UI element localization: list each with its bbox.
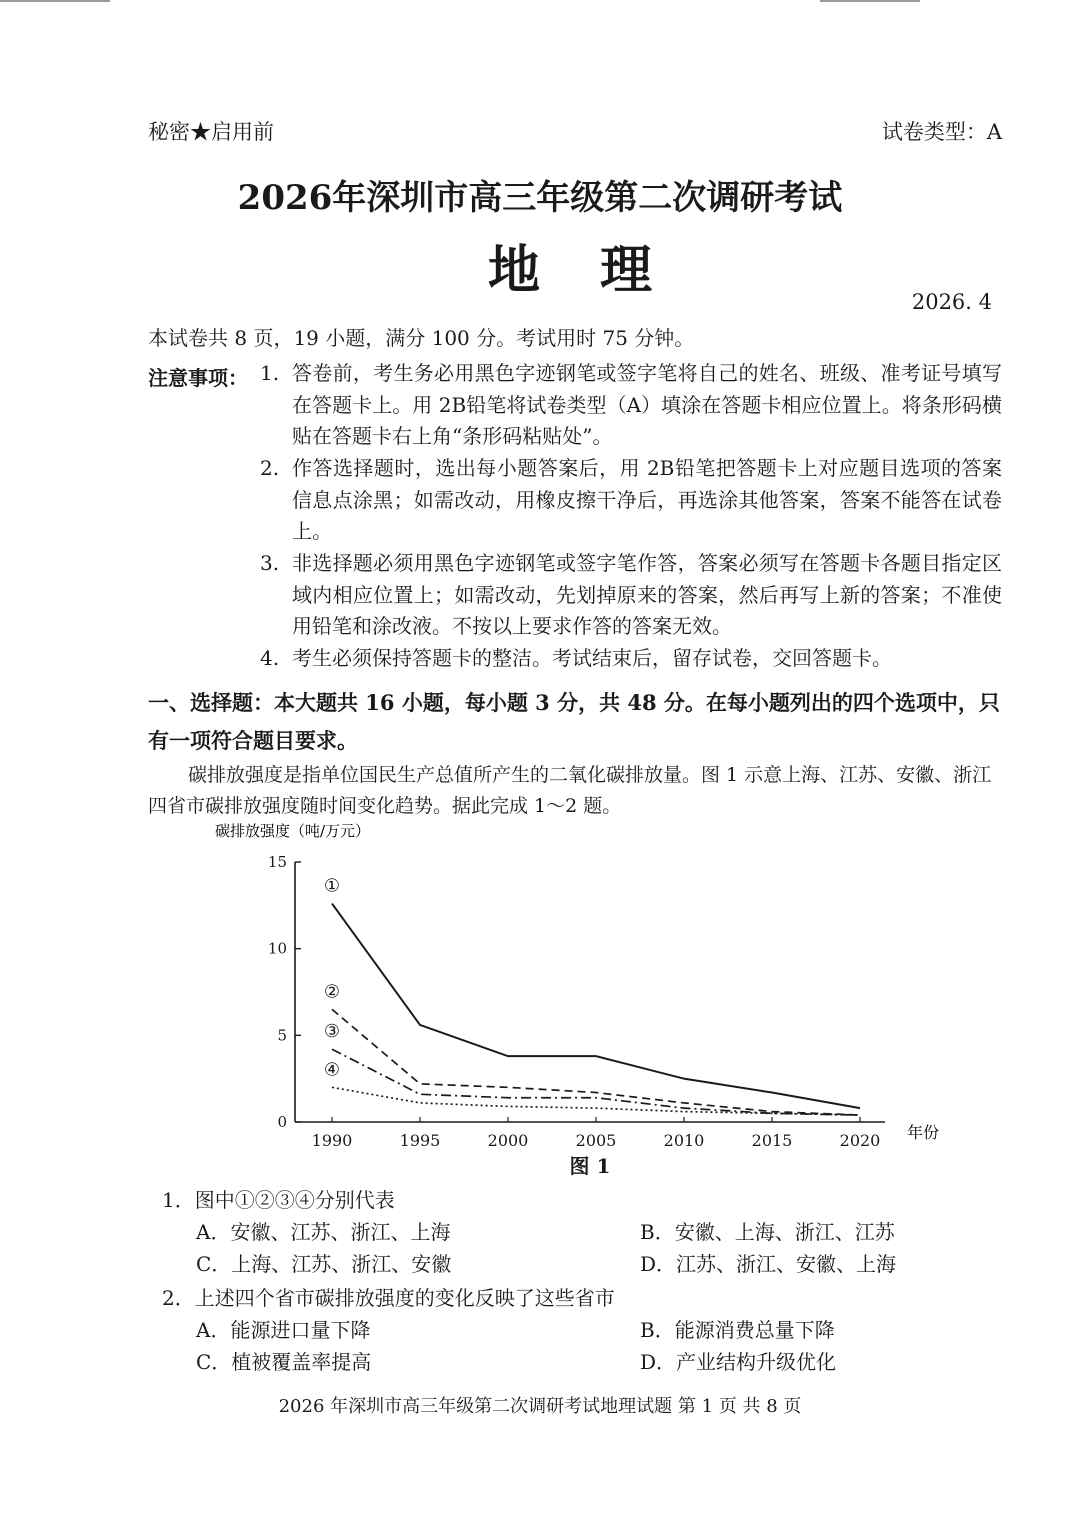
notice-label: 注意事项： (148, 366, 248, 390)
scan-edge-mark (0, 0, 110, 2)
notice-number: 4. (260, 646, 280, 670)
x-tick-label: 2015 (751, 1131, 793, 1150)
series-label-1: ① (323, 875, 341, 897)
question-1-option-d[interactable]: D．江苏、浙江、安徽、上海 (640, 1252, 897, 1276)
series-label-3: ③ (323, 1021, 341, 1043)
notice-item (260, 548, 1002, 643)
subject-title: 地理 (487, 240, 712, 301)
series-label-2: ② (323, 981, 341, 1003)
x-tick-label: 1990 (311, 1131, 353, 1150)
y-axis-label: 碳排放强度（吨/万元） (215, 822, 371, 840)
series-line-4 (332, 1087, 860, 1115)
question-2-option-a[interactable]: A．能源进口量下降 (196, 1318, 371, 1342)
question-2-option-b[interactable]: B．能源消费总量下降 (640, 1318, 835, 1342)
notice-text: 考生必须保持答题卡的整洁。考试结束后，留存试卷，交回答题卡。 (292, 646, 892, 670)
paper-type-label: 试卷类型：A (881, 120, 1002, 144)
question-1-option-b[interactable]: B．安徽、上海、浙江、江苏 (640, 1220, 895, 1244)
exam-date: 2026. 4 (911, 290, 992, 314)
question-1-stem: 1．图中①②③④分别代表 (162, 1188, 395, 1212)
question-2-option-c[interactable]: C．植被覆盖率提高 (196, 1350, 372, 1374)
notice-text: 作答选择题时，选出每小题答案后，用 2B铅笔把答题卡上对应题目选项的答案信息点涂黑；如需改动，用橡皮擦干净后，再选涂其他答案，答案不能答在试卷上。 (292, 456, 1002, 543)
x-tick-label: 2000 (487, 1131, 529, 1150)
question-2-stem: 2．上述四个省市碳排放强度的变化反映了这些省市 (162, 1286, 615, 1310)
question-stem-intro: 碳排放强度是指单位国民生产总值所产生的二氧化碳排放量。图 1 示意上海、江苏、安徽、浙江四省市碳排放强度随时间变化趋势。据此完成 1～2 题。 (148, 764, 992, 817)
x-tick-label: 2005 (575, 1131, 617, 1150)
x-axis-label: 年份 (907, 1123, 940, 1142)
y-tick-label: 15 (267, 853, 287, 871)
notice-text: 非选择题必须用黑色字迹钢笔或签字笔作答，答案必须写在答题卡各题目指定区域内相应位置上；如需改动，先划掉原来的答案，然后再写上新的答案；不准使用铅笔和涂改液。不按以上要求作答的答案无效。 (292, 551, 1002, 638)
exam-title: 2026年深圳市高三年级第二次调研考试 (237, 178, 843, 218)
series-label-4: ④ (323, 1059, 341, 1081)
confidential-label: 秘密★启用前 (148, 120, 274, 144)
exam-intro: 本试卷共 8 页，19 小题，满分 100 分。考试用时 75 分钟。 (148, 326, 695, 350)
y-tick-label: 0 (277, 1113, 287, 1131)
scan-edge-mark (820, 0, 920, 2)
question-1-option-a[interactable]: A．安徽、江苏、浙江、上海 (196, 1220, 451, 1244)
x-tick-label: 1995 (399, 1131, 441, 1150)
question-1-option-c[interactable]: C．上海、江苏、浙江、安徽 (196, 1252, 452, 1276)
question-2-option-d[interactable]: D．产业结构升级优化 (640, 1350, 837, 1374)
x-tick-label: 2010 (663, 1131, 705, 1150)
series-line-3 (332, 1049, 860, 1115)
page-footer: 2026 年深圳市高三年级第二次调研考试地理试题 第 1 页 共 8 页 (278, 1396, 802, 1417)
carbon-intensity-line-chart (195, 818, 955, 1153)
notice-item (260, 453, 1002, 548)
notice-number: 3. (260, 551, 280, 575)
notice-number: 2. (260, 456, 280, 480)
figure-caption: 图 1 (569, 1154, 611, 1178)
x-tick-label: 2020 (839, 1131, 881, 1150)
notice-number: 1. (260, 361, 280, 385)
notice-item (260, 643, 1002, 675)
series-line-2 (332, 1009, 860, 1115)
section-heading: 一、选择题：本大题共 16 小题，每小题 3 分，共 48 分。在每小题列出的四个选项中，只有一项符合题目要求。 (148, 690, 1000, 753)
y-tick-label: 5 (277, 1026, 287, 1045)
notice-item (260, 358, 1002, 453)
y-tick-label: 10 (267, 939, 287, 958)
notice-text: 答卷前，考生务必用黑色字迹钢笔或签字笔将自己的姓名、班级、准考证号填写在答题卡上。用 2B铅笔将试卷类型（A）填涂在答题卡相应位置上。将条形码横贴在答题卡右上角“条形码粘贴处”。 (292, 361, 1002, 448)
